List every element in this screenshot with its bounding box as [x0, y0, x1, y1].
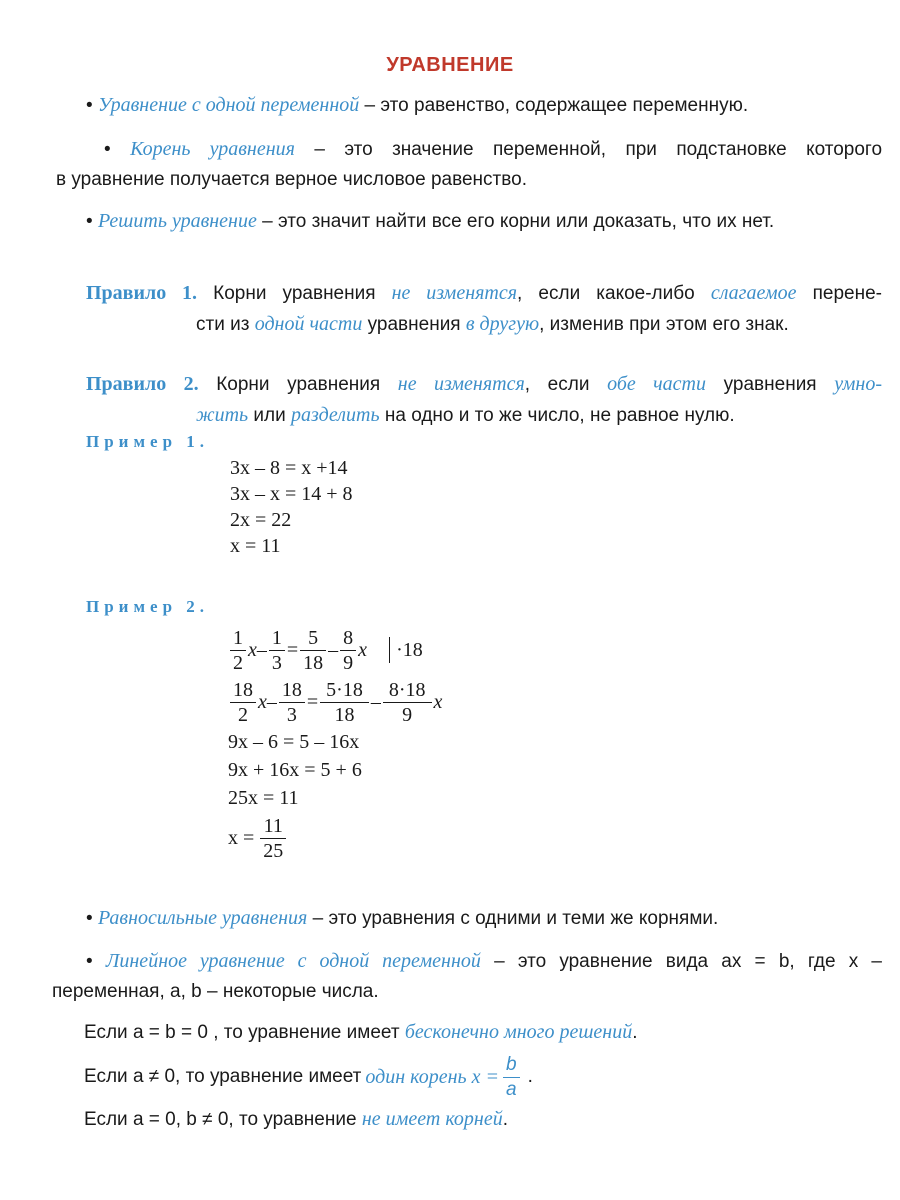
rule-highlight: обе части: [607, 373, 706, 395]
example-2-solution: [228, 624, 442, 864]
numerator: 5: [300, 626, 326, 651]
rule-highlight: жить: [196, 404, 249, 426]
term-linear: Линейное уравнение с одной переменной: [105, 950, 481, 972]
case-text: .: [502, 1109, 508, 1130]
rule-highlight: разделить: [291, 404, 380, 426]
fraction: [320, 678, 369, 727]
rule-highlight: одной части: [254, 313, 363, 335]
definition-text-1: – это уравнение вида ax = b, где x –: [480, 951, 883, 972]
rule-text: или: [248, 405, 292, 426]
rule-highlight: слагаемое: [710, 282, 797, 304]
case-text: Если a ≠ 0, то уравнение имеет: [84, 1066, 362, 1087]
numerator: 11: [260, 814, 286, 839]
numerator: b: [503, 1053, 520, 1078]
operator: –: [256, 639, 267, 661]
example-1-solution: [230, 455, 353, 559]
fraction: [260, 814, 286, 863]
numerator: 1: [230, 626, 246, 651]
equation-row-fractions: [228, 676, 442, 728]
term-solve: Решить уравнение: [97, 210, 257, 232]
equation-line: 25x = 11: [228, 787, 299, 809]
rule-2-label: Правило 2.: [86, 373, 199, 395]
fraction: [503, 1053, 520, 1102]
case-highlight: не имеет корней: [361, 1108, 503, 1130]
fraction: [300, 626, 326, 675]
operator: –: [370, 691, 381, 713]
operator: –: [328, 639, 339, 661]
variable: x: [358, 639, 368, 661]
operator: =: [286, 639, 299, 661]
rule-text: перене-: [796, 283, 882, 304]
case-highlight: один корень x =: [365, 1065, 500, 1088]
operator: –: [266, 691, 277, 713]
fraction: [279, 678, 305, 727]
fraction: [230, 678, 256, 727]
rule-highlight: не изменятся: [391, 282, 518, 304]
fraction: [340, 626, 356, 675]
equation-line: 9x + 16x = 5 + 6: [228, 759, 362, 781]
numerator: 8·18: [383, 678, 432, 703]
rule-text: уравнения: [705, 374, 835, 395]
definition-solve: [86, 206, 886, 237]
denominator: 9: [402, 703, 413, 726]
example-1-label: Пример 1.: [86, 432, 210, 451]
rule-1-label: Правило 1.: [86, 282, 198, 304]
bullet: •: [104, 139, 111, 160]
definition-text: – это значит найти все его корни или доказать, что их нет.: [256, 211, 775, 232]
equation-line: x = 11: [230, 535, 281, 557]
definition-equivalent: [86, 903, 886, 934]
bullet: •: [86, 95, 93, 116]
definition-text: – это равенство, содержащее переменную.: [359, 95, 749, 116]
rule-text: , если какое-либо: [517, 283, 711, 304]
rule-text: уравнения: [362, 314, 466, 335]
definition-text-1: – это значение переменной, при подстановке которого: [294, 139, 883, 160]
answer-lhs: x =: [228, 827, 255, 849]
rule-highlight: в другую: [465, 313, 540, 335]
equation-line: 9x – 6 = 5 – 16x: [228, 731, 360, 753]
case-highlight: бесконечно много решений: [404, 1021, 633, 1043]
definition-text-2: в уравнение получается верное числовое равенство.: [56, 169, 527, 190]
rule-highlight: не изменятся: [397, 373, 525, 395]
variable: x: [248, 639, 257, 661]
definition-text: – это уравнения с одними и теми же корнями.: [307, 908, 719, 929]
equation-line: 2x = 22: [230, 509, 292, 531]
rule-text: на одно и то же число, не равное нулю.: [379, 405, 735, 426]
denominator: 18: [303, 651, 324, 674]
denominator: 25: [263, 839, 284, 862]
definition-linear: [52, 946, 882, 1007]
equation-line: 3x – x = 14 + 8: [230, 483, 353, 505]
case-text: Если a = 0, b ≠ 0, то уравнение: [84, 1109, 362, 1130]
rule-text: , если: [524, 374, 608, 395]
definition-equation: [86, 90, 866, 121]
case-one-root: [84, 1052, 884, 1102]
fraction: [230, 626, 246, 675]
bullet: •: [86, 908, 93, 929]
denominator: 2: [233, 651, 243, 674]
denominator: 3: [271, 651, 282, 674]
denominator: 2: [238, 703, 248, 726]
multiplier: ·18: [389, 637, 423, 663]
rule-text: сти из: [196, 314, 255, 335]
bullet: •: [86, 951, 93, 972]
numerator: 1: [269, 626, 285, 651]
case-no-roots: [84, 1104, 884, 1135]
term-equation: Уравнение с одной переменной: [97, 94, 360, 116]
numerator: 5·18: [320, 678, 369, 703]
page-title: УРАВНЕНИЕ: [386, 54, 514, 76]
case-text: Если a = b = 0 , то уравнение имеет: [84, 1022, 405, 1043]
term-equivalent: Равносильные уравнения: [97, 907, 308, 929]
bullet: •: [86, 211, 93, 232]
case-infinite: [84, 1017, 884, 1048]
numerator: 18: [230, 678, 256, 703]
denominator: 18: [334, 703, 355, 726]
rule-highlight: умно-: [834, 373, 882, 395]
rule-text: Корни уравнения: [198, 374, 398, 395]
rule-text: Корни уравнения: [197, 283, 392, 304]
variable: x: [433, 691, 443, 713]
equation-row-answer: [228, 812, 442, 864]
denominator: 3: [286, 703, 297, 726]
rule-1: [86, 278, 882, 340]
term-root: Корень уравнения: [130, 138, 295, 160]
rule-2: [86, 369, 882, 431]
rule-text: , изменив при этом его знак.: [539, 314, 789, 335]
fraction: [383, 678, 432, 727]
denominator: 9: [343, 651, 354, 674]
equation-line: 3x – 8 = x +14: [230, 457, 348, 479]
definition-text-2: переменная, a, b – некоторые числа.: [52, 981, 379, 1002]
case-text: .: [632, 1022, 638, 1043]
operator: =: [306, 691, 319, 713]
denominator: a: [506, 1078, 517, 1100]
variable: x: [258, 691, 267, 713]
numerator: 18: [279, 678, 305, 703]
fraction: [269, 626, 285, 675]
case-text: .: [527, 1066, 533, 1087]
definition-root: [56, 134, 882, 195]
example-2-label: Пример 2.: [86, 597, 210, 616]
numerator: 8: [340, 626, 356, 651]
equation-row-fractions: [228, 624, 442, 676]
